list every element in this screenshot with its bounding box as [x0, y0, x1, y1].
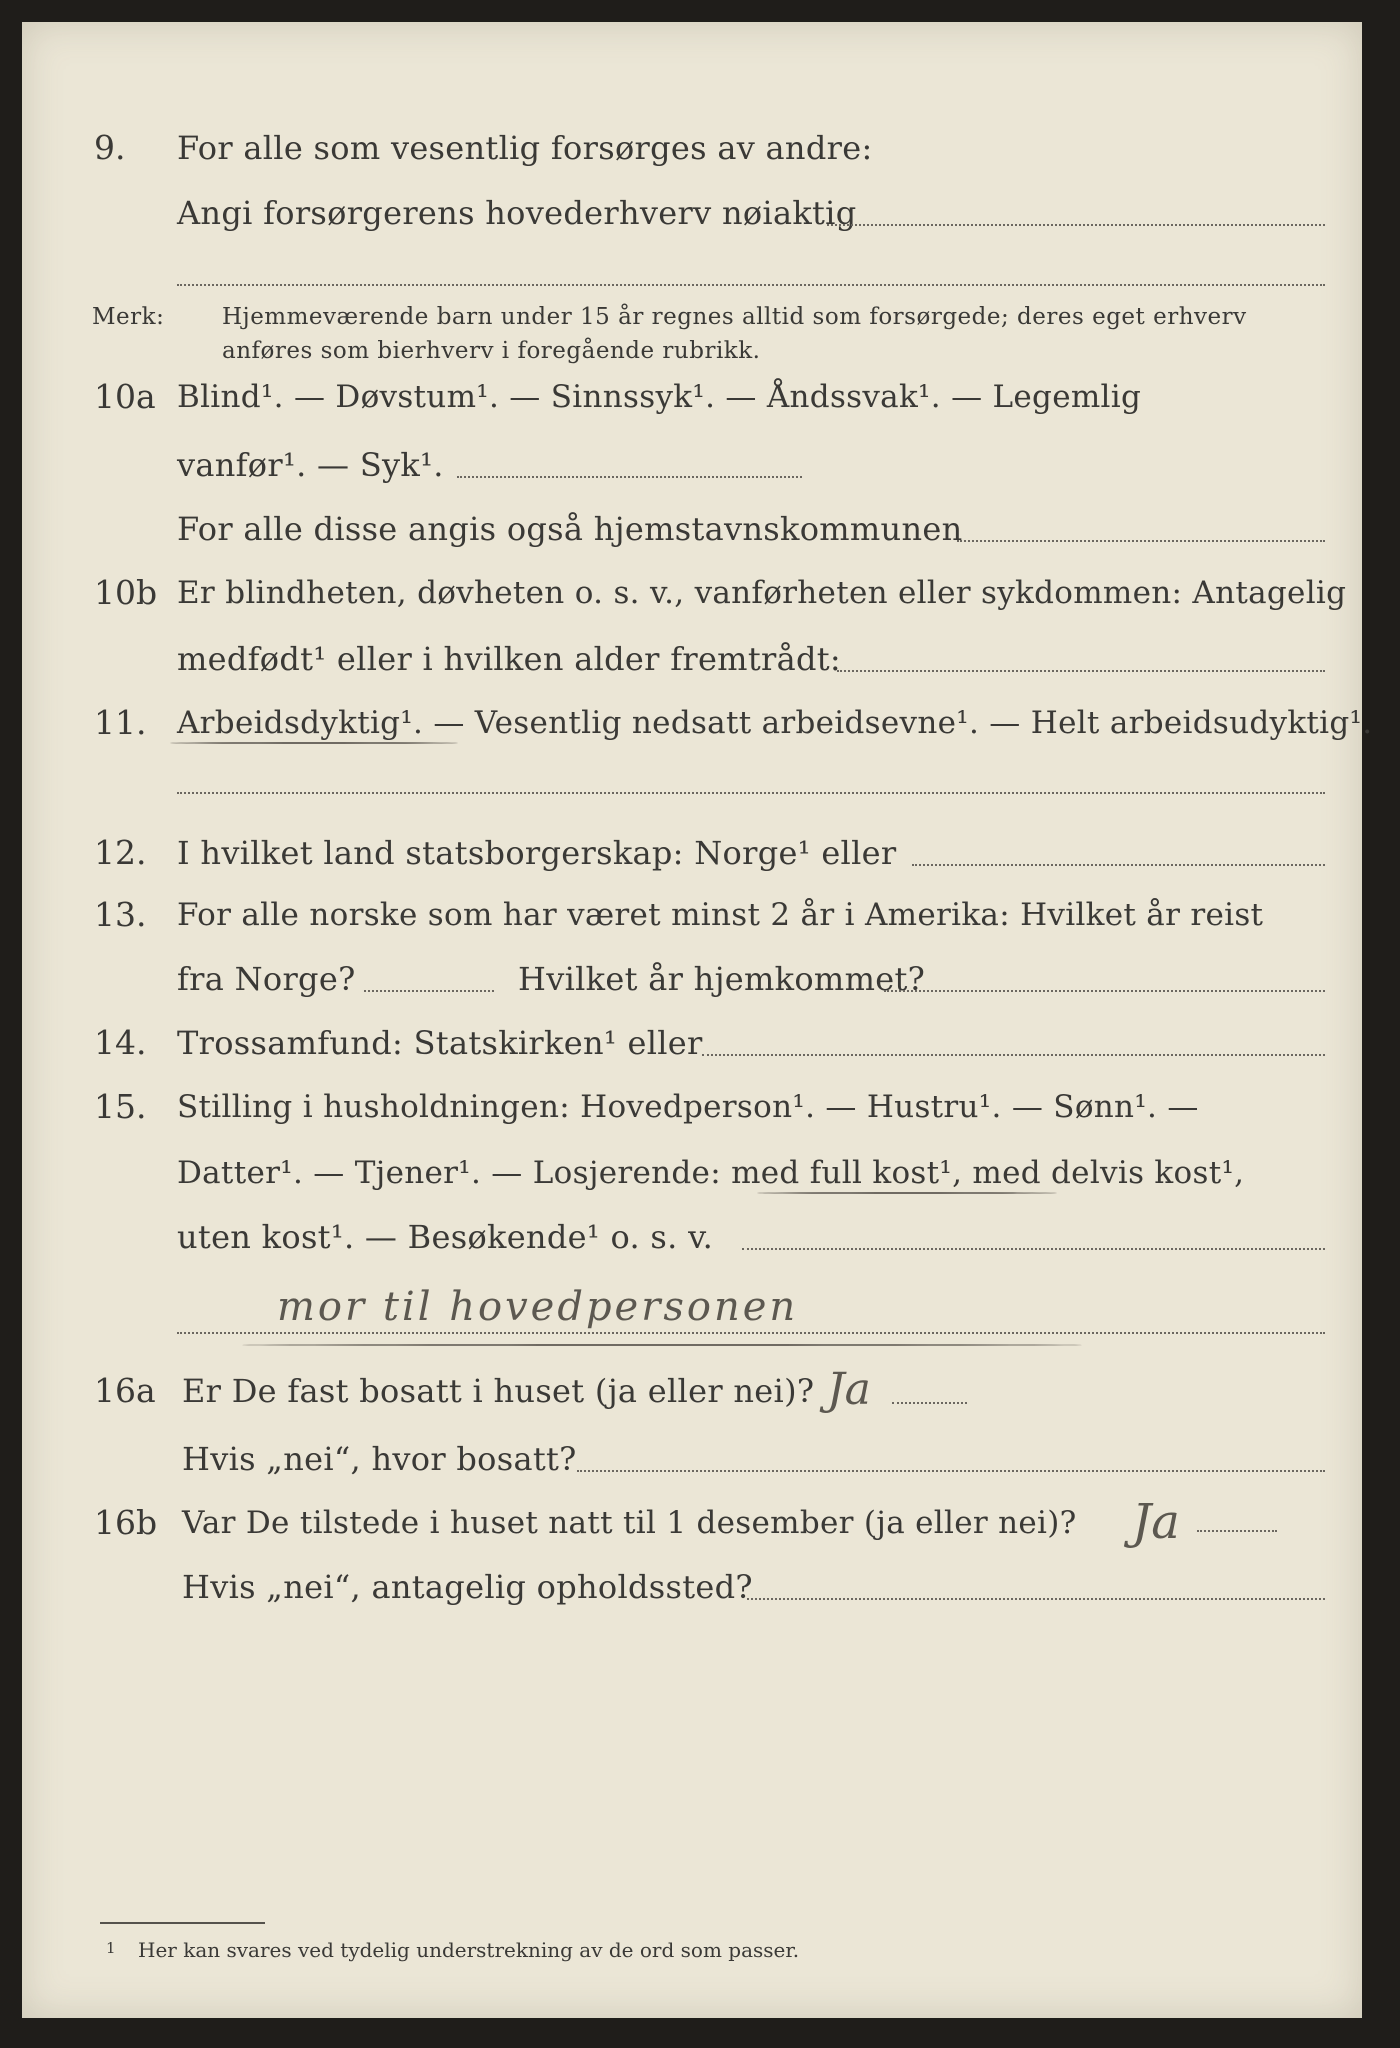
q10a-row-2 — [22, 442, 1362, 488]
q9-extra-field[interactable] — [177, 284, 1325, 286]
q10a-sick-field[interactable] — [457, 476, 802, 478]
q14-faith-field[interactable] — [702, 1054, 1325, 1056]
q10a-row — [22, 374, 1362, 420]
q14-number: 14. — [94, 1023, 147, 1062]
q9-occupation-field[interactable] — [827, 224, 1325, 226]
q10a-number: 10a — [94, 377, 156, 416]
q11-row — [22, 700, 1373, 746]
footnote-mark: 1 — [106, 1939, 116, 1957]
q10b-age-label: medfødt¹ eller i hvilken alder fremtrådt: — [177, 640, 841, 678]
q16b-place-label: Hvis „nei“, antagelig opholdssted? — [182, 1568, 753, 1606]
q11-number: 11. — [94, 703, 147, 742]
q10b-age-field[interactable] — [837, 670, 1325, 672]
q10a-question: Blind¹. — Døvstum¹. — Sinnssyk¹. — Åndssvak¹. — Legemlig — [177, 379, 1142, 415]
q12-question: I hvilket land statsborgerskap: Norge¹ eller — [177, 834, 897, 872]
q11-underline-mark — [170, 742, 458, 744]
merk-line-2: anføres som bierhverv i foregående rubrikk. — [222, 338, 761, 364]
q13-return-field[interactable] — [884, 990, 1325, 992]
q16b-place-field[interactable] — [747, 1598, 1325, 1600]
census-form-page — [22, 22, 1373, 2018]
q11-question: Arbeidsdyktig¹. — Vesentlig nedsatt arbeidsevne¹. — Helt arbeidsudyktig¹. — [177, 705, 1373, 741]
footnote-text: Her kan svares ved tydelig understrekning av de ord som passer. — [138, 1938, 800, 1962]
q16b-row — [22, 1494, 1362, 1550]
merk-note — [22, 300, 1362, 370]
q15-handwritten-answer: mor til hovedpersonen — [277, 1284, 799, 1330]
q16b-row-2 — [22, 1564, 1362, 1610]
q10a-municipality-field[interactable] — [957, 540, 1325, 542]
q15-number: 15. — [94, 1087, 147, 1126]
q12-number: 12. — [94, 833, 147, 872]
q15-row — [22, 1084, 1362, 1130]
q14-question: Trossamfund: Statskirken¹ eller — [177, 1024, 703, 1062]
q13-row-2 — [22, 956, 1362, 1002]
q10b-row — [22, 570, 1362, 616]
q16b-answer-field[interactable] — [1197, 1530, 1277, 1532]
q16a-where-label: Hvis „nei“, hvor bosatt? — [182, 1440, 577, 1478]
q10b-row-2 — [22, 636, 1362, 682]
footnote-rule — [100, 1922, 265, 1924]
footnote — [106, 1936, 800, 1964]
q10b-number: 10b — [94, 573, 158, 612]
q10a-municipality-label: For alle disse angis også hjemstavnskommunen — [177, 510, 963, 548]
q10a-row-3 — [22, 506, 1362, 552]
q13-question: For alle norske som har været minst 2 år i Amerika: Hvilket år reist — [177, 897, 1264, 933]
q9-row-2 — [22, 190, 1362, 236]
q16b-number: 16b — [94, 1503, 158, 1542]
q16a-row-2 — [22, 1436, 1362, 1482]
q13-left-label: fra Norge? — [177, 960, 356, 998]
q16a-answer-field[interactable] — [892, 1402, 967, 1404]
q14-row — [22, 1020, 1362, 1066]
q16b-question: Var De tilstede i huset natt til 1 desember (ja eller nei)? — [182, 1505, 1077, 1541]
q9-number: 9. — [94, 128, 126, 167]
q15-row-2 — [22, 1150, 1362, 1196]
q16b-answer: Ja — [1132, 1494, 1180, 1550]
q15-answer-underline — [242, 1344, 1082, 1346]
q13-left-field[interactable] — [364, 990, 494, 992]
q15-extra-field[interactable] — [177, 1332, 1325, 1334]
merk-label: Merk: — [92, 304, 165, 330]
q13-row — [22, 892, 1362, 938]
q10b-question: Er blindheten, døvheten o. s. v., vanførheten eller sykdommen: Antagelig — [177, 575, 1347, 611]
q12-row — [22, 830, 1362, 876]
q15-other-field[interactable] — [742, 1248, 1325, 1250]
q9-occupation-label: Angi forsørgerens hovederhverv nøiaktig — [177, 194, 857, 232]
q12-country-field[interactable] — [912, 864, 1325, 866]
q16a-answer: Ja — [827, 1364, 871, 1415]
q16a-number: 16a — [94, 1371, 156, 1410]
q16a-question: Er De fast bosatt i huset (ja eller nei)? — [182, 1372, 815, 1410]
q15-options-line: Datter¹. — Tjener¹. — Losjerende: med full kost¹, med delvis kost¹, — [177, 1155, 1245, 1191]
q15-question: Stilling i husholdningen: Hovedperson¹. — Hustru¹. — Sønn¹. — — [177, 1089, 1199, 1125]
q13-return-label: Hvilket år hjemkommet? — [518, 960, 926, 998]
q13-number: 13. — [94, 895, 147, 934]
q11-extra-field[interactable] — [177, 792, 1325, 794]
q15-options-line-2: uten kost¹. — Besøkende¹ o. s. v. — [177, 1218, 714, 1256]
q9-row — [22, 125, 1362, 171]
q16a-where-field[interactable] — [577, 1470, 1325, 1472]
q9-question: For alle som vesentlig forsørges av andre: — [177, 129, 873, 167]
q15-row-3 — [22, 1214, 1362, 1260]
q15-underline-mark — [757, 1192, 1057, 1194]
q10a-sick-label: vanfør¹. — Syk¹. — [177, 446, 444, 484]
merk-line-1: Hjemmeværende barn under 15 år regnes alltid som forsørgede; deres eget erhverv — [222, 304, 1247, 330]
q16a-row — [22, 1364, 1362, 1415]
